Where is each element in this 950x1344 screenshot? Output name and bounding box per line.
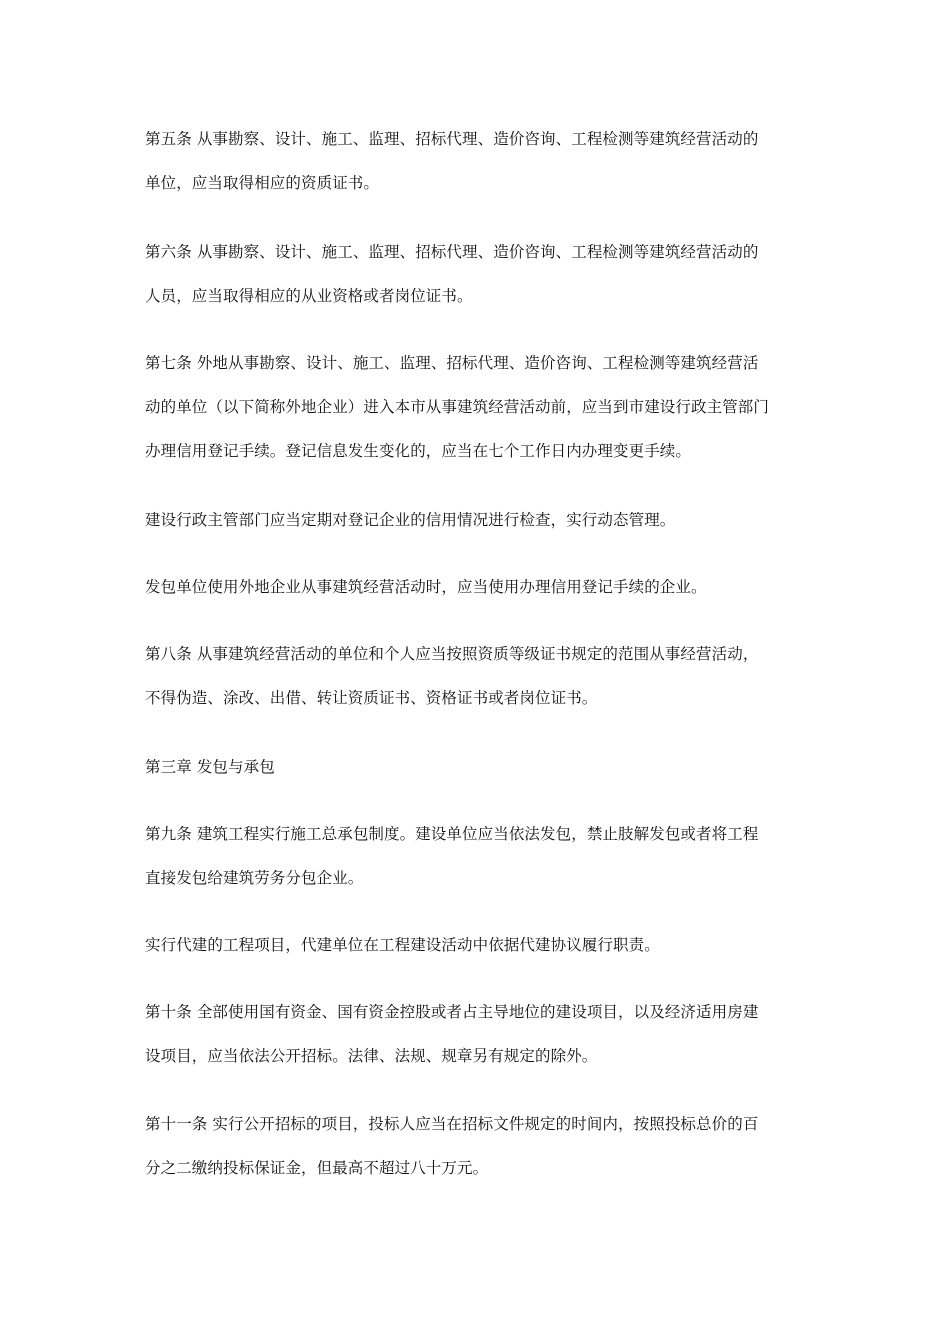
paragraph-credit-inspection: 建设行政主管部门应当定期对登记企业的信用情况进行检查，实行动态管理。 xyxy=(145,511,676,529)
article-8-line-2: 不得伪造、涂改、出借、转让资质证书、资格证书或者岗位证书。 xyxy=(145,689,598,707)
article-6-line-2: 人员，应当取得相应的从业资格或者岗位证书。 xyxy=(145,287,473,305)
article-5-line-2: 单位，应当取得相应的资质证书。 xyxy=(145,174,380,192)
article-5-line-1: 第五条 从事勘察、设计、施工、监理、招标代理、造价咨询、工程检测等建筑经营活动的 xyxy=(145,130,759,148)
article-7-line-1: 第七条 外地从事勘察、设计、施工、监理、招标代理、造价咨询、工程检测等建筑经营活 xyxy=(145,354,759,372)
article-9-line-1: 第九条 建筑工程实行施工总承包制度。建设单位应当依法发包，禁止肢解发包或者将工程 xyxy=(145,825,759,843)
article-9-line-2: 直接发包给建筑劳务分包企业。 xyxy=(145,869,364,887)
article-7-line-2: 动的单位（以下简称外地企业）进入本市从事建筑经营活动前，应当到市建设行政主管部门 xyxy=(145,398,770,416)
article-11-line-1: 第十一条 实行公开招标的项目，投标人应当在招标文件规定的时间内，按照投标总价的百 xyxy=(145,1115,759,1133)
paragraph-contractor-use: 发包单位使用外地企业从事建筑经营活动时，应当使用办理信用登记手续的企业。 xyxy=(145,578,707,596)
article-11-line-2: 分之二缴纳投标保证金，但最高不超过八十万元。 xyxy=(145,1159,489,1177)
paragraph-agent-construction: 实行代建的工程项目，代建单位在工程建设活动中依据代建协议履行职责。 xyxy=(145,936,660,954)
article-7-line-3: 办理信用登记手续。登记信息发生变化的，应当在七个工作日内办理变更手续。 xyxy=(145,442,692,460)
article-10-line-2: 设项目，应当依法公开招标。法律、法规、规章另有规定的除外。 xyxy=(145,1047,598,1065)
chapter-3-heading: 第三章 发包与承包 xyxy=(145,758,275,776)
article-8-line-1: 第八条 从事建筑经营活动的单位和个人应当按照资质等级证书规定的范围从事经营活动， xyxy=(145,645,759,663)
article-6-line-1: 第六条 从事勘察、设计、施工、监理、招标代理、造价咨询、工程检测等建筑经营活动的 xyxy=(145,243,759,261)
article-10-line-1: 第十条 全部使用国有资金、国有资金控股或者占主导地位的建设项目，以及经济适用房建 xyxy=(145,1003,759,1021)
